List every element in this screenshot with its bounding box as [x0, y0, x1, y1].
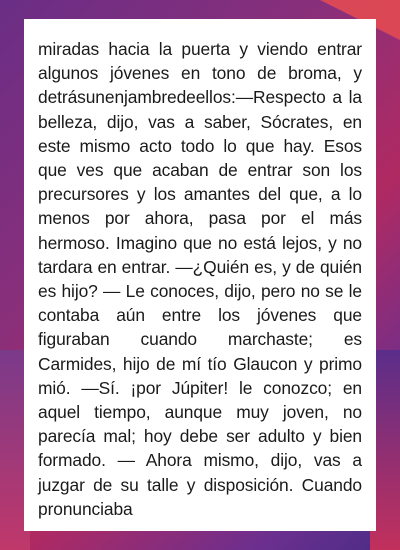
- body-text: miradas hacia la puerta y viendo entrar algunos jóvenes en tono de broma, y detrásunenjambredeellos:—Respecto a la belleza, dijo, vas a saber, Sócrates, en este mismo acto todo lo que hay. Esos que ves que acaban de entrar son los precursores y los amantes del que, a lo menos por ahora, pasa por el más hermoso. Imagino que no está lejos, y no tardara en entrar. —¿Quién es, y de quién es hijo? — Le conoces, dijo, pero no se le contaba aún entre los jóvenes que figuraban cuando marchaste; es Carmides, hijo de mí tío Glaucon y primo mió. —Sí. ¡por Júpiter! le conozco; en aquel tiempo, aunque muy joven, no parecía mal; hoy debe ser adulto y bien formado. — Ahora mismo, dijo, vas a juzgar de su talle y disposición. Cuando pronunciaba: [38, 39, 362, 519]
- document-page: [24, 19, 376, 531]
